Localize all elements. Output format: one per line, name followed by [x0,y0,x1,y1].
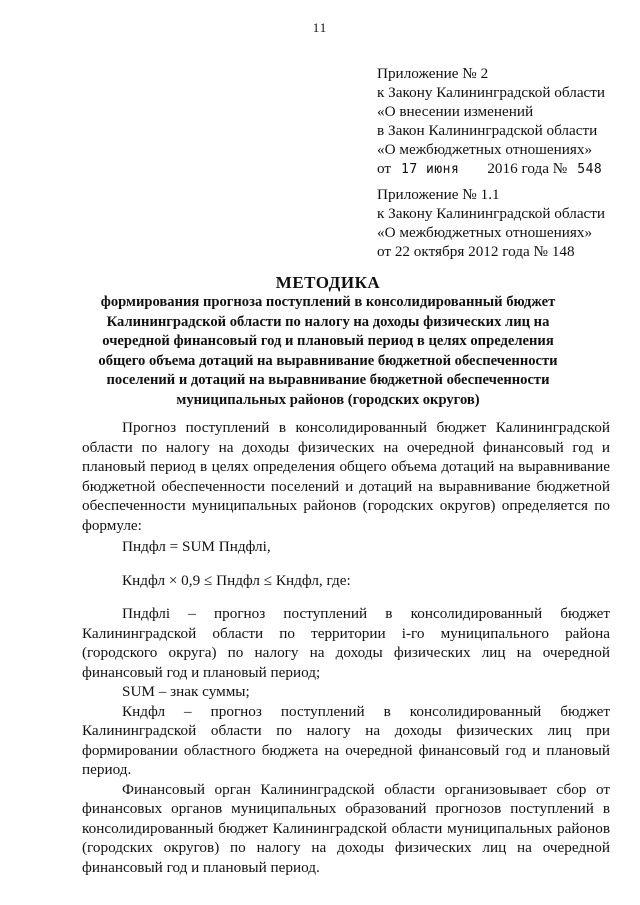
appendix-2-title: Приложение № 2 [377,65,489,82]
title-sub-line: очередной финансовый год и плановый период в целях определения [102,333,554,350]
title-main: МЕТОДИКА [275,273,381,292]
appendix-1-1-title: Приложение № 1.1 [377,186,500,203]
appendix-1-1-header [377,185,605,261]
title-sub-line: общего объема дотаций на выравнивание бюджетной обеспеченности [98,352,558,369]
appendix-1-1-law-name: «О межбюджетных отношениях» [377,224,593,241]
page-number: 11 [312,20,328,35]
appendix-2-law-ref: к Закону Калининградской области [377,84,606,101]
formula-sum: Пндфл = SUM Пндфлi, [122,538,271,555]
appendix-2-amend-title: «О внесении изменений [377,103,534,120]
definition-pndfli: Пндфлi – прогноз поступлений в консолидированный бюджет Калининградской области по территории i-го муниципального района (городского округа) по налогу на доходы физических лиц на очередной финансовый год и плановый период; [82,605,610,681]
intro-paragraph: Прогноз поступлений в консолидированный бюджет Калининградской области по налогу на доходы физических на очередной финансовый год и плановый период в целях определения общего объема дотаций на выравнивание бюджетной обеспеченности поселений и дотаций на выравнивание бюджетной обеспеченности муниципальных районов (городских округов) определяется по формуле: [82,419,610,534]
appendix-2-amend-law: в Закон Калининградской области [377,122,598,139]
appendix-1-1-law-ref: к Закону Калининградской области [377,205,606,222]
date-year: 2016 года № [487,160,568,177]
final-paragraph: Финансовый орган Калининградской области организовывает сбор от финансовых органов муниципальных образований прогнозов поступлений в консолидированный бюджет Калининградской области муниципальных районов (городских округов) по налогу на доходы физических лиц на очередной финансовый год и плановый период. [82,780,610,876]
definition-kndfl: Кндфл – прогноз поступлений в консолидированный бюджет Калининградской области по налогу на доходы физических лиц при формировании областного бюджета на очередной финансовый год и плановый период. [82,702,610,778]
title-sub-line: поселений и дотаций на выравнивание бюджетной обеспеченности [106,372,550,389]
title-sub-line: формирования прогноза поступлений в консолидированный бюджет [100,294,556,310]
definitions-section [82,604,610,877]
law-number: 548 [577,162,603,177]
formula-bounds: Кндфл × 0,9 ≤ Пндфл ≤ Кндфл, где: [122,572,351,589]
appendix-2-date-line [377,159,605,179]
date-day-month: 17 июня [401,162,460,177]
document-title [88,273,568,411]
appendix-1-1-date: от 22 октября 2012 года № 148 [377,243,575,260]
definition-sum: SUM – знак суммы; [122,683,250,700]
title-sub-line: Калининградской области по налогу на доходы физических лиц на [106,313,550,330]
intro-section [82,418,610,535]
date-prefix: от [377,160,392,177]
appendix-2-header [377,64,605,179]
title-subtitle [88,293,568,411]
appendix-2-law-name: «О межбюджетных отношениях» [377,141,593,158]
title-sub-line: муниципальных районов (городских округов) [176,391,480,408]
